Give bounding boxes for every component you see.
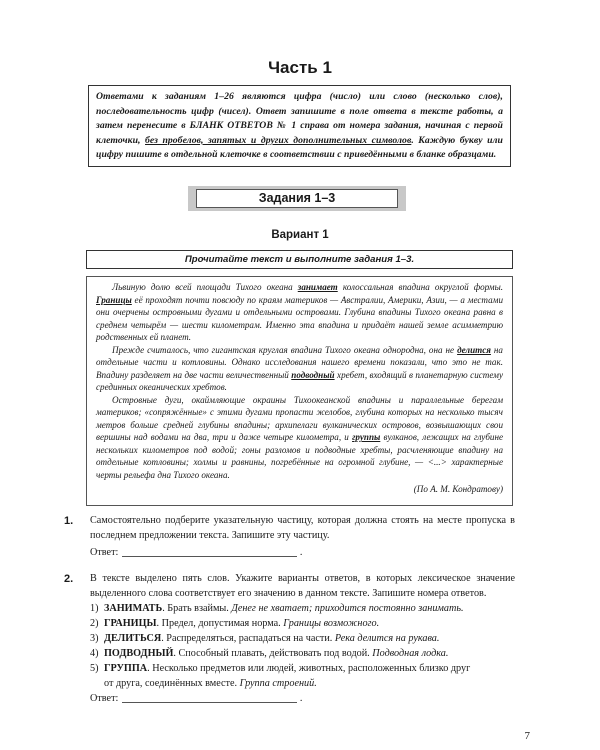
question-1-text: Самостоятельно подберите указательную частицу, которая должна стоять на месте пропуска в последнем предложении текста. Запишите эту частицу. bbox=[90, 515, 515, 541]
passage-box bbox=[86, 276, 513, 506]
instructions-box bbox=[88, 85, 511, 167]
read-task: Прочитайте текст и выполните задания 1–3. bbox=[86, 250, 513, 269]
passage-paragraph: Прежде считалось, что гигантская круглая впадина Тихого океана однородна, она не делится на отдельные части и котловины. Однако исследования нашего времени показали, что это не так. Впадину разделяет на две части величественный подводный хребет, входящий в планетарную систему срединных океанических хребтов. bbox=[96, 344, 503, 392]
question-1-answer: Ответ: . bbox=[90, 547, 303, 558]
variant-title: Вариант 1 bbox=[271, 229, 329, 241]
question-2-answer: Ответ: . bbox=[90, 693, 303, 704]
highlighted-word: занимает bbox=[297, 282, 338, 292]
question-2-text: В тексте выделено пять слов. Укажите варианты ответов, в которых лексическое значение выделенного слова соответствует его значению в данном тексте. Запишите номера ответов. bbox=[90, 573, 515, 599]
option-item: 1) ЗАНИМАТЬ. Брать взаймы. Денег не хватает; приходится постоянно занимать. bbox=[90, 603, 464, 614]
passage-author: (По А. М. Кондратову) bbox=[413, 484, 503, 494]
question-1-number: 1. bbox=[64, 515, 74, 527]
answer-line[interactable] bbox=[122, 556, 297, 557]
instructions-text-end: . Каждую букву или цифру пишите в отдельной клеточке в соответствии с приведёнными в бланке образцами. bbox=[96, 134, 503, 161]
instructions-text: Ответами к заданиям 1–26 являются цифра (число) или слово (несколько слов), последовательность цифр (чисел). Ответ запишите в поле ответа в тексте работы, а затем перенесите в БЛАНК ОТВЕТОВ № 1 справа от номера задания, начиная с первой клеточки, bbox=[96, 91, 503, 146]
answer-label: Ответ: bbox=[90, 693, 119, 704]
section-title: Задания 1–3 bbox=[196, 189, 398, 208]
passage-paragraph: Островные дуги, окаймляющие окраины Тихоокеанской впадины и параллельные берегам материков; «сопряжённые» с этими дугами пропасти желобов, глубина которых на несколько тысяч метров больше средней глубины впадины; архипелаги вулканических островов, возвышающих свои вершины над водами на два, три и даже четыре километра, и группы вулканов, лежащих на глубине нескольких километров под водой; гоны разломов и подводные хребты, расчленяющие впадину на отдельные котловины; холмы и равнины, погребённые на огромной глубине, — <...> характерные черты рельефа дна Тихого океана. bbox=[96, 394, 504, 480]
question-2-number: 2. bbox=[64, 573, 74, 585]
passage-paragraph: Львиную долю всей площади Тихого океана занимает колоссальная впадина округлой формы. Границы её проходят почти повсюду по краям материков — Австралии, Америки, Азии, — а местами они очерчены островными дугами и отдельными островами. Глубина впадины Тихого океана равна в среднем четырём — шести километрам. Именно эта впадина и придаёт нашей земле асимметрию родственных ей планет. bbox=[96, 282, 504, 342]
option-item: 4) ПОДВОДНЫЙ. Способный плавать, действовать под водой. Подводная лодка. bbox=[90, 647, 449, 659]
page-number: 7 bbox=[524, 730, 530, 742]
instructions-underlined: без пробелов, запятых и других дополнительных символов bbox=[145, 134, 412, 146]
option-item: 5) ГРУППА. Несколько предметов или людей, животных, расположенных близко друг bbox=[90, 662, 471, 674]
highlighted-word: Границы bbox=[96, 294, 132, 305]
highlighted-word: группы bbox=[352, 432, 381, 442]
highlighted-word: делится bbox=[457, 344, 491, 355]
question-2-options bbox=[90, 602, 530, 691]
highlighted-word: подводный bbox=[291, 369, 335, 380]
answer-label: Ответ: bbox=[90, 547, 119, 558]
option-item: 3) ДЕЛИТЬСЯ. Распределяться, распадаться на части. Река делится на рукава. bbox=[90, 632, 440, 644]
part-title: Часть 1 bbox=[268, 58, 332, 77]
answer-line[interactable] bbox=[122, 702, 297, 703]
option-item: 2) ГРАНИЦЫ. Предел, допустимая норма. Границы возможного. bbox=[90, 617, 380, 629]
option-item-continuation: от друга, соединённых вместе. Группа строений. bbox=[104, 677, 317, 689]
